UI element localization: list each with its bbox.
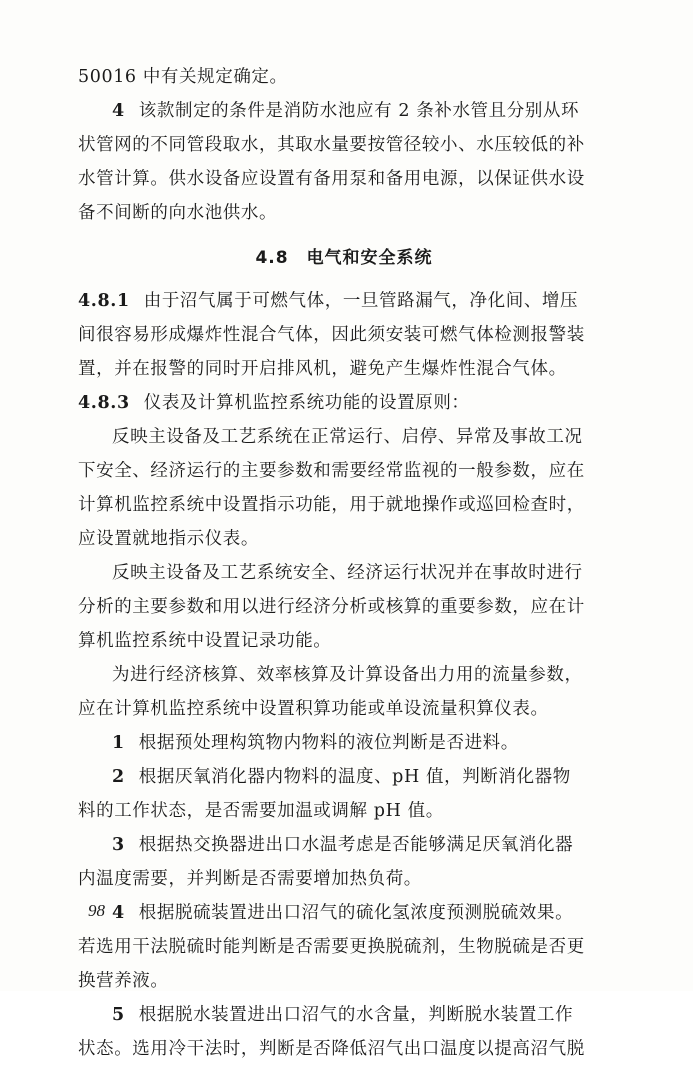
section-title: 电气和安全系统 <box>306 248 433 268</box>
text-line: 备不间断的向水池供水。 <box>78 203 278 223</box>
text-line: 料的工作状态，是否需要加温或调解 pH 值。 <box>78 801 444 821</box>
text-span: 根据预处理构筑物内物料的液位判断是否进料。 <box>138 733 519 753</box>
text-line: 状态。选用冷干法时，判断是否降低沼气出口温度以提高沼气脱 <box>78 1039 585 1059</box>
list-item-line <box>78 896 610 930</box>
text-line: 50016 中有关规定确定。 <box>78 67 288 87</box>
item-number: 3 <box>112 835 125 855</box>
item-number: 2 <box>112 767 125 787</box>
text-line: 分析的主要参数和用以进行经济分析或核算的重要参数，应在计 <box>78 597 585 617</box>
text-line: 间很容易形成爆炸性混合气体，因此须安装可燃气体检测报警装 <box>78 325 585 345</box>
text-span: 根据脱硫装置进出口沼气的硫化氢浓度预测脱硫效果。 <box>138 903 574 923</box>
text-line: 状管网的不同管段取水，其取水量要按管径较小、水压较低的补 <box>78 135 585 155</box>
clause-line <box>78 386 610 420</box>
text-line: 若选用干法脱硫时能判断是否需要更换脱硫剂，生物脱硫是否更 <box>78 937 585 957</box>
text-span: 仪表及计算机监控系统功能的设置原则： <box>143 393 470 413</box>
text-span: 根据脱水装置进出口沼气的水含量，判断脱水装置工作 <box>138 1005 574 1025</box>
text-line: 下安全、经济运行的主要参数和需要经常监视的一般参数，应在 <box>78 461 585 481</box>
clause-number: 4.8.1 <box>78 291 130 311</box>
text-line: 换营养液。 <box>78 971 169 991</box>
text-line: 应在计算机监控系统中设置积算功能或单设流量积算仪表。 <box>78 699 549 719</box>
page-content <box>78 60 610 1066</box>
text-line: 计算机监控系统中设置指示功能，用于就地操作或巡回检查时， <box>78 495 585 515</box>
clause-number: 4.8.3 <box>78 393 130 413</box>
page-number: 98 <box>88 901 105 920</box>
item-number: 1 <box>112 733 125 753</box>
text-span: 该款制定的条件是消防水池应有 2 条补水管且分别从环 <box>138 101 580 121</box>
list-item-line <box>78 726 610 760</box>
clause-line <box>78 284 610 318</box>
item-number: 5 <box>112 1005 125 1025</box>
section-number: 4.8 <box>255 248 289 268</box>
section-heading <box>78 236 610 280</box>
text-span: 由于沼气属于可燃气体，一旦管路漏气，净化间、增压 <box>143 291 579 311</box>
list-item-line <box>78 94 610 128</box>
text-line: 置，并在报警的同时开启排风机，避免产生爆炸性混合气体。 <box>78 359 567 379</box>
text-line: 水管计算。供水设备应设置有备用泵和备用电源，以保证供水设 <box>78 169 585 189</box>
list-item-line <box>78 828 610 862</box>
text-line: 为进行经济核算、效率核算及计算设备出力用的流量参数， <box>112 665 583 685</box>
text-line: 反映主设备及工艺系统在正常运行、启停、异常及事故工况 <box>112 427 583 447</box>
text-line: 反映主设备及工艺系统安全、经济运行状况并在事故时进行 <box>112 563 583 583</box>
list-item-line <box>78 998 610 1032</box>
text-span: 根据厌氧消化器内物料的温度、pH 值，判断消化器物 <box>138 767 571 787</box>
item-number: 4 <box>112 903 125 923</box>
text-line: 内温度需要，并判断是否需要增加热负荷。 <box>78 869 422 889</box>
text-span: 根据热交换器进出口水温考虑是否能够满足厌氧消化器 <box>138 835 574 855</box>
text-line: 算机监控系统中设置记录功能。 <box>78 631 332 651</box>
item-number: 4 <box>112 101 125 121</box>
list-item-line <box>78 760 610 794</box>
text-line: 应设置就地指示仪表。 <box>78 529 259 549</box>
